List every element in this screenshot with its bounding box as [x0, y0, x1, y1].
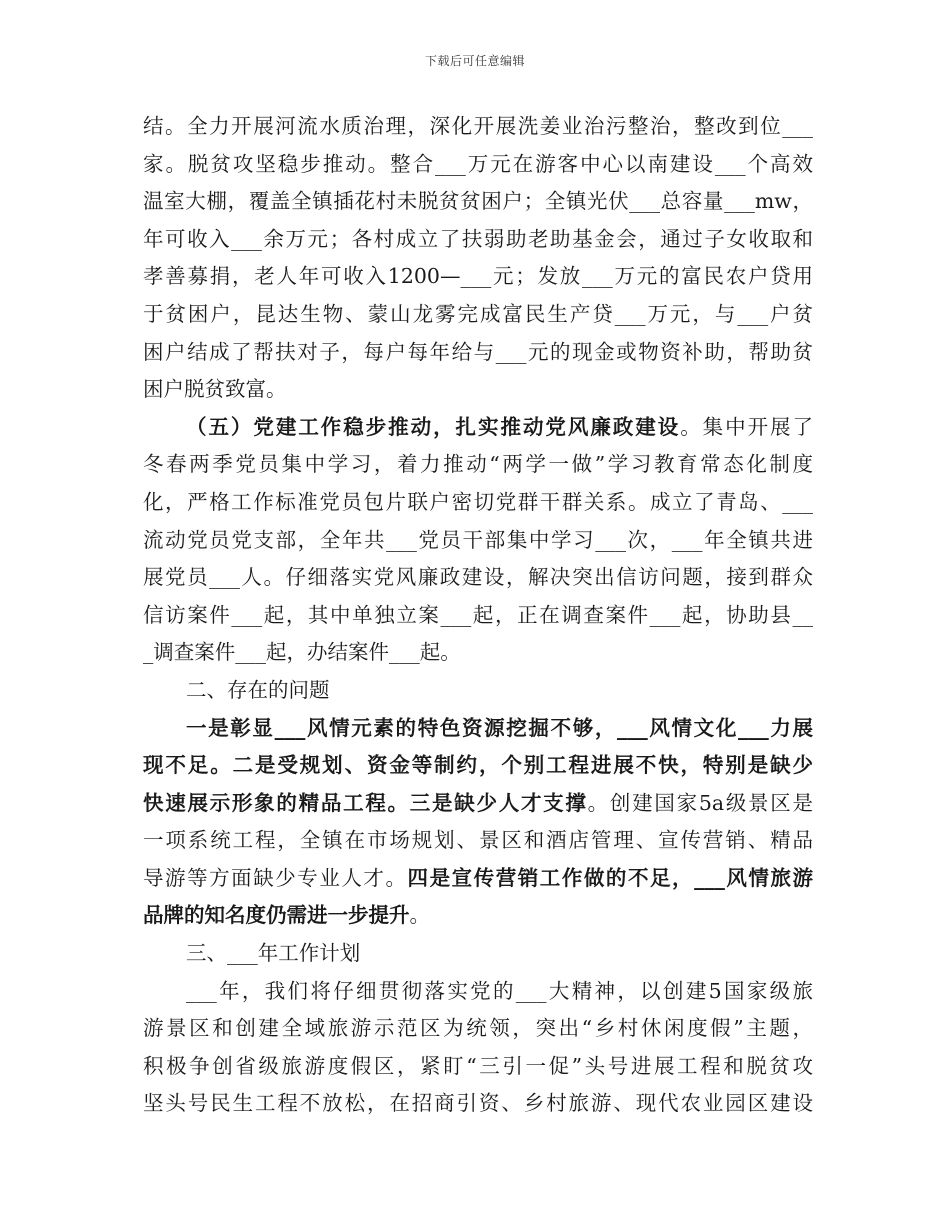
text-line: [143, 221, 813, 259]
text-line: [143, 258, 813, 296]
document-body: [143, 108, 813, 1123]
text-segment: 二、存在的问题: [186, 677, 330, 702]
text-segment: 孝善募捐，老人年可收入1200—___元；发放___万元的富民农户贷用: [143, 264, 813, 289]
text-line: [143, 409, 813, 447]
text-line: [143, 822, 813, 860]
text-line: [143, 785, 813, 823]
text-line: [143, 672, 813, 710]
text-segment: 一项系统工程，全镇在市场规划、景区和酒店管理、宣传营销、精品: [143, 828, 813, 853]
text-segment: 游景区和创建全域旅游示范区为统领，突出“乡村休闲度假”主题，: [143, 1016, 813, 1041]
text-line: [143, 710, 813, 748]
bold-text-segment: 四是宣传营销工作做的不足，___风情旅游: [407, 865, 814, 890]
text-line: [143, 371, 813, 409]
text-line: [143, 1010, 813, 1048]
text-line: [143, 935, 813, 973]
text-line: [143, 747, 813, 785]
text-segment: 困户结成了帮扶对子，每户每年给与___元的现金或物资补助，帮助贫: [143, 339, 813, 364]
text-segment: 导游等方面缺少专业人才。: [143, 865, 408, 890]
text-line: [143, 108, 813, 146]
text-line: [143, 334, 813, 372]
text-line: [143, 296, 813, 334]
text-segment: 。: [409, 903, 430, 928]
text-line: [143, 860, 813, 898]
text-segment: 冬春两季党员集中学习，着力推动“两学一做”学习教育常态化制度: [143, 452, 813, 477]
bold-text-segment: （五）党建工作稳步推动，扎实推动党风廉政建设: [186, 414, 681, 439]
text-line: [143, 897, 813, 935]
text-segment: _调查案件___起，办结案件___起。: [143, 640, 461, 665]
text-segment: 三、___年工作计划: [186, 941, 361, 966]
text-line: [143, 597, 813, 635]
text-segment: 温室大棚，覆盖全镇插花村未脱贫贫困户；全镇光伏___总容量___mw，: [143, 189, 813, 214]
bold-text-segment: 一是彰显___风情元素的特色资源挖掘不够，___风情文化___力展: [186, 715, 813, 740]
text-segment: 信访案件___起，其中单独立案___起，正在调查案件___起，协助县__: [143, 602, 813, 627]
text-segment: 家。脱贫攻坚稳步推动。整合___万元在游客中心以南建设___个高效: [143, 151, 813, 176]
text-line: [143, 146, 813, 184]
text-segment: ___年，我们将仔细贯彻落实党的___大精神，以创建5国家级旅: [186, 978, 813, 1003]
text-segment: 展党员___人。仔细落实党风廉政建设，解决突出信访问题，接到群众: [143, 565, 813, 590]
text-segment: 积极争创省级旅游度假区，紧盯“三引一促”头号进展工程和脱贫攻: [143, 1053, 813, 1078]
text-segment: 化，严格工作标准党员包片联户密切党群干群关系。成立了青岛、___: [143, 489, 813, 514]
text-segment: 于贫困户，昆达生物、蒙山龙雾完成富民生产贷___万元，与___户贫: [143, 301, 813, 326]
text-line: [143, 634, 813, 672]
bold-text-segment: 快速展示形象的精品工程。三是缺少人才支撑: [143, 790, 588, 815]
text-line: [143, 183, 813, 221]
text-segment: 坚头号民生工程不放松，在招商引资、乡村旅游、现代农业园区建设: [143, 1091, 813, 1116]
text-segment: 流动党员党支部，全年共___党员干部集中学习___次，___年全镇共进: [143, 527, 813, 552]
text-line: [143, 484, 813, 522]
text-line: [143, 973, 813, 1011]
text-segment: 。集中开展了: [680, 414, 814, 439]
text-line: [143, 1048, 813, 1086]
text-line: [143, 522, 813, 560]
text-line: [143, 559, 813, 597]
bold-text-segment: 现不足。二是受规划、资金等制约，个别工程进展不快，特别是缺少: [143, 753, 813, 778]
bold-text-segment: 品牌的知名度仍需进一步提升: [143, 903, 410, 928]
text-segment: 结。全力开展河流水质治理，深化开展洗姜业治污整治，整改到位___: [143, 114, 813, 138]
text-line: [143, 1085, 813, 1123]
text-line: [143, 446, 813, 484]
text-segment: 。创建国家5a级景区是: [587, 790, 814, 815]
text-segment: 年可收入___余万元；各村成立了扶弱助老助基金会，通过子女收取和: [143, 226, 813, 251]
page-header: 下载后可任意编辑: [424, 54, 525, 68]
text-segment: 困户脱贫致富。: [143, 377, 287, 402]
